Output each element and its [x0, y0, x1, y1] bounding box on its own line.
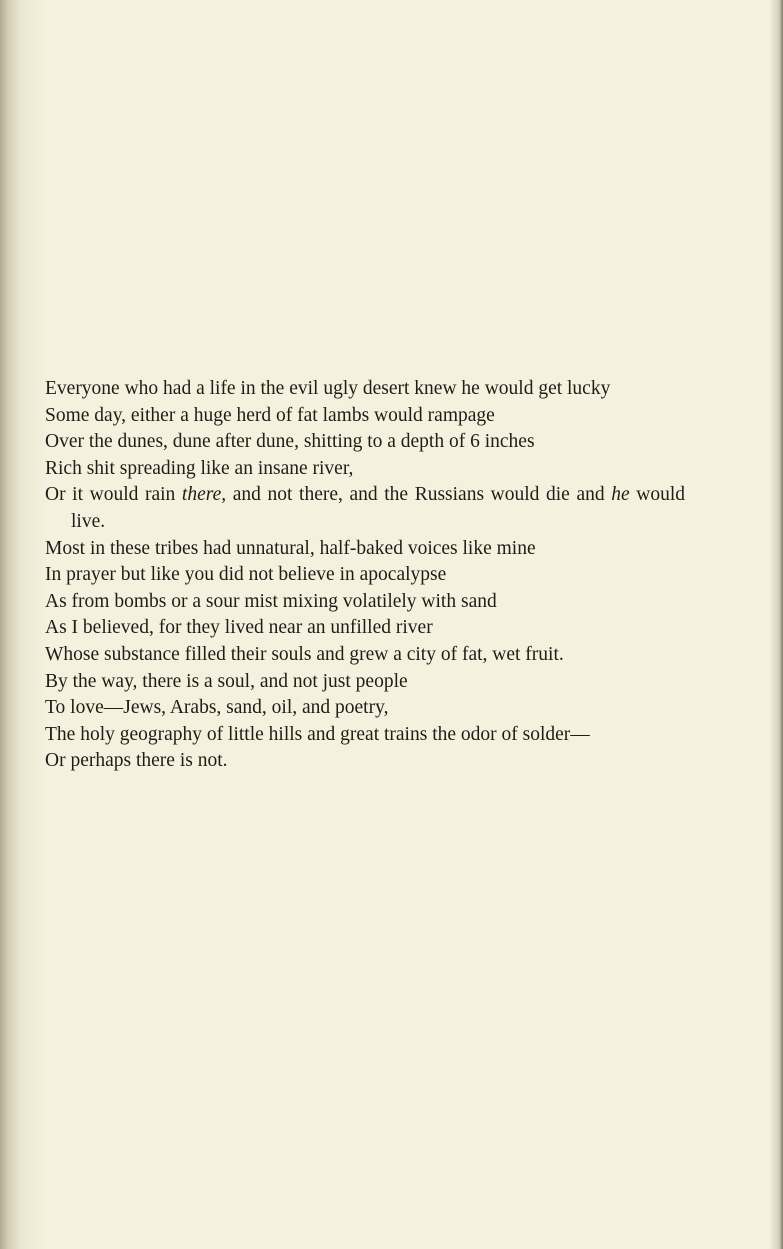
poem-line-text: Or perhaps there is not.: [45, 750, 228, 772]
poem-line-text: In prayer but like you did not believe in apocalypse: [45, 564, 447, 586]
poem-line-text: Over the dunes, dune after dune, shitting to a depth of 6 inches: [45, 431, 535, 453]
poem-line-text: As I believed, for they lived near an unfilled river: [45, 617, 433, 639]
poem-line: [45, 748, 685, 775]
poem-line: [45, 429, 685, 456]
poem-line: [45, 615, 685, 642]
poem-line-text: To love—Jews, Arabs, sand, oil, and poetry,: [45, 697, 389, 719]
poem-line-text: Rich shit spreading like an insane river,: [45, 457, 354, 479]
poem-line-text: Or it would rain: [45, 484, 182, 506]
poem-line-text: The holy geography of little hills and great trains the odor of solder—: [45, 723, 590, 745]
poem-line: [45, 403, 685, 430]
poem-line-text: and not there, and the Russians would die and: [226, 484, 612, 506]
poem-line-text: Some day, either a huge herd of fat lambs would rampage: [45, 404, 495, 426]
poem-line: [45, 589, 685, 616]
poem-line: [45, 562, 685, 589]
poem-italic-word: there,: [181, 484, 227, 506]
poem-italic-word: he: [611, 484, 630, 506]
poem-line: [45, 536, 685, 563]
poem-text: [45, 376, 685, 775]
poem-line: [45, 482, 685, 535]
poem-line-text: Most in these tribes had unnatural, half-baked voices like mine: [45, 537, 536, 559]
poem-line-text: Everyone who had a life in the evil ugly desert knew he would get lucky: [45, 378, 611, 399]
poem-line: [45, 695, 685, 722]
poem-line-text: Whose substance filled their souls and grew a city of fat, wet fruit.: [45, 643, 564, 665]
poem-line: [45, 642, 685, 669]
poem-line: [45, 376, 685, 403]
poem-line-text: By the way, there is a soul, and not just people: [45, 670, 408, 692]
poem-line: [45, 456, 685, 483]
poem-line: [45, 722, 685, 749]
poem-line-text: would live.: [71, 484, 685, 532]
poem-line-text: As from bombs or a sour mist mixing volatilely with sand: [45, 590, 497, 612]
poem-line: [45, 669, 685, 696]
